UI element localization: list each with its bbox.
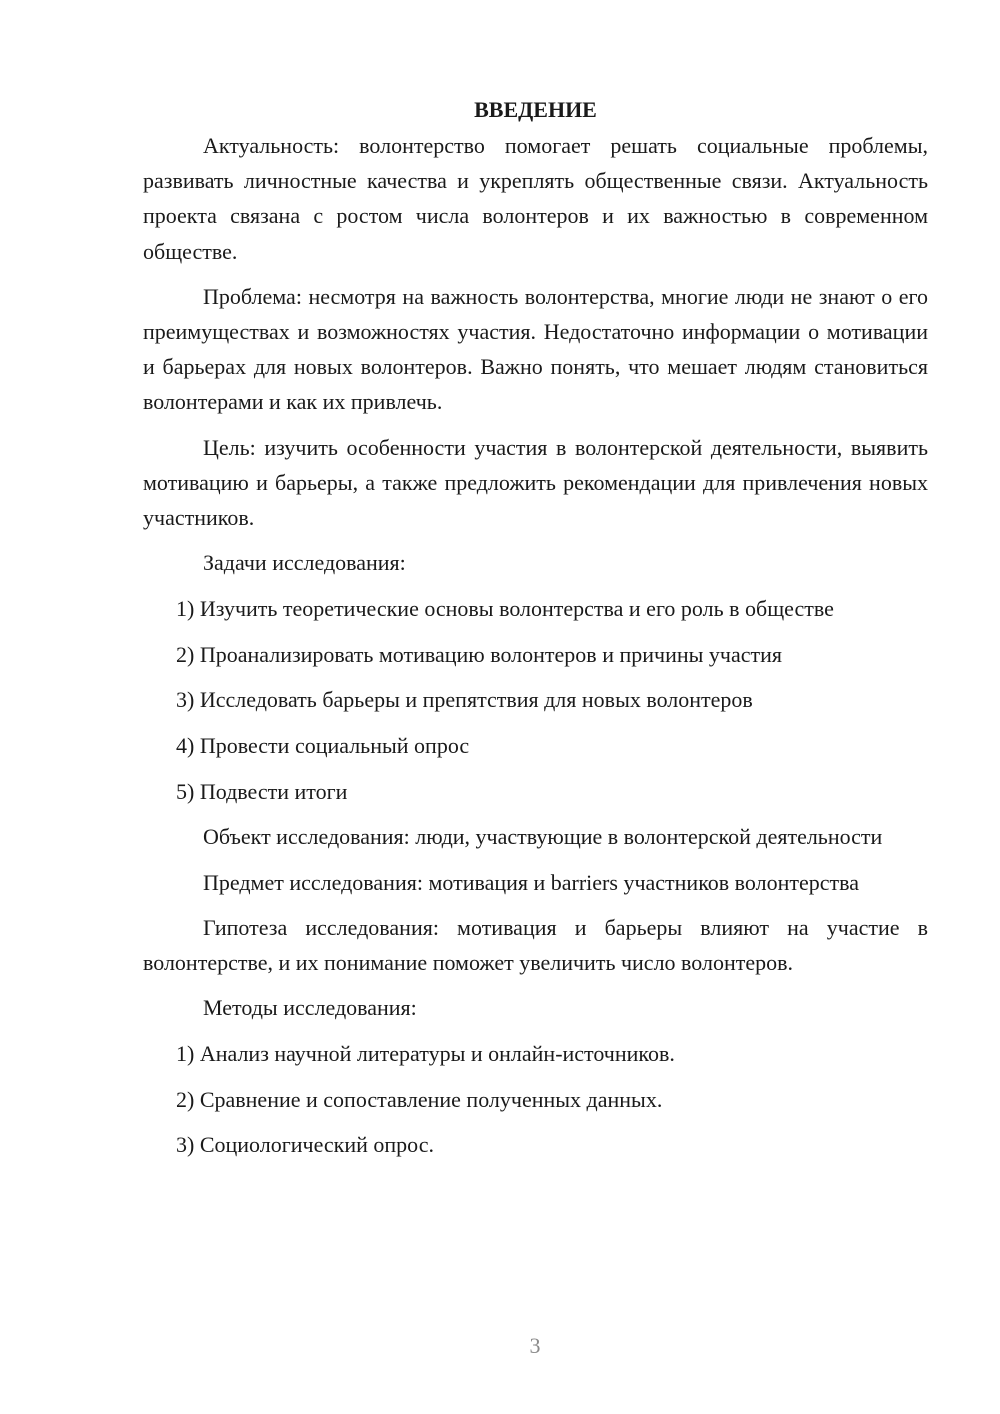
methods-list xyxy=(143,1036,928,1163)
tasks-list xyxy=(143,591,928,809)
hypothesis-paragraph: Гипотеза исследования: мотивация и барьеры влияют на участие в волонтерстве, и их понимание поможет увеличить число волонтеров. xyxy=(143,914,928,976)
page-title: ВВЕДЕНИЕ xyxy=(474,97,597,122)
task-item: 3) Исследовать барьеры и препятствия для новых волонтеров xyxy=(176,687,753,713)
relevance-paragraph: Актуальность: волонтерство помогает решать социальные проблемы, развивать личностные качества и укреплять общественные связи. Актуальность проекта связана с ростом числа волонтеров и их важностью в современном обществе. xyxy=(143,133,928,264)
method-item: 1) Анализ научной литературы и онлайн-источников. xyxy=(176,1040,675,1066)
page-number: 3 xyxy=(529,1333,541,1358)
task-item: 1) Изучить теоретические основы волонтерства и его роль в обществе xyxy=(176,595,834,621)
method-item: 3) Социологический опрос. xyxy=(176,1132,434,1158)
task-item: 4) Провести социальный опрос xyxy=(176,733,470,759)
method-item: 2) Сравнение и сопоставление полученных данных. xyxy=(176,1086,663,1112)
object-paragraph: Объект исследования: люди, участвующие в волонтерской деятельности xyxy=(203,824,883,850)
problem-paragraph: Проблема: несмотря на важность волонтерства, многие люди не знают о его преимуществах и возможностях участия. Недостаточно информации о мотивации и барьерах для новых волонтеров. Важно понять, что мешает людям становиться волонтерами и как их привлечь. xyxy=(143,283,928,415)
task-item: 5) Подвести итоги xyxy=(176,778,348,804)
document-page xyxy=(143,92,928,1173)
tasks-heading: Задачи исследования: xyxy=(203,550,406,576)
task-item: 2) Проанализировать мотивацию волонтеров и причины участия xyxy=(176,641,783,667)
subject-paragraph: Предмет исследования: мотивация и barriers участников волонтерства xyxy=(203,869,859,895)
methods-heading: Методы исследования: xyxy=(203,995,417,1021)
goal-paragraph: Цель: изучить особенности участия в волонтерской деятельности, выявить мотивацию и барьеры, а также предложить рекомендации для привлечения новых участников. xyxy=(143,434,928,531)
